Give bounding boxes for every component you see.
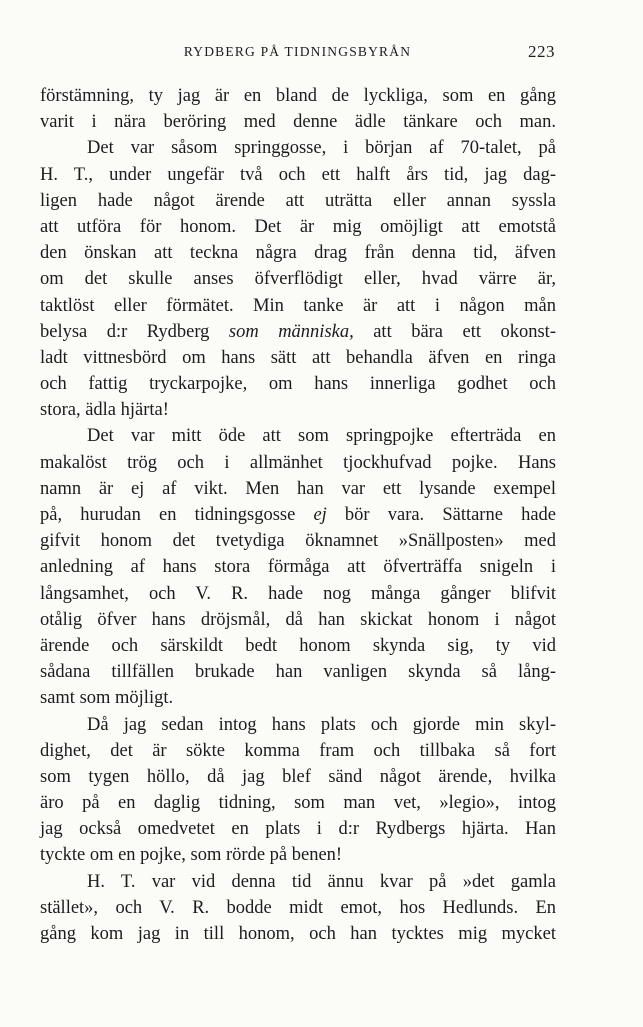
text-line: ladt vittnesbörd om hans sätt att behandla äfven en ringa bbox=[40, 347, 556, 368]
text-line: ärende och särskildt bedt honom skynda sig, ty vid bbox=[40, 635, 556, 656]
text-line: äro på en daglig tidning, som man vet, »legio», intog bbox=[40, 793, 556, 814]
text-line: som tygen höllo, då jag blef sänd något ärende, hvilka bbox=[40, 766, 556, 787]
text-line: jag också omedvetet en plats i d:r Rydbergs hjärta. Han bbox=[40, 819, 556, 840]
page-header bbox=[40, 40, 555, 64]
body-text bbox=[40, 83, 556, 947]
text-line: långsamhet, och V. R. hade nog många gånger blifvit bbox=[40, 583, 556, 604]
text-line: den önskan att teckna några drag från denna tid, äfven bbox=[40, 243, 556, 264]
text-line: förstämning, ty jag är en bland de lyckliga, som en gång bbox=[40, 86, 556, 106]
text-line: tyckte om en pojke, som rörde på benen! bbox=[40, 845, 343, 866]
text-line: sådana tillfällen brukade han vanligen skynda så lång- bbox=[40, 662, 556, 683]
text-line: Då jag sedan intog hans plats och gjorde min skyl- bbox=[87, 714, 556, 735]
text-line: makalöst trög och i allmänhet tjockhufvad pojke. Hans bbox=[40, 452, 556, 473]
text-line: dighet, det är sökte komma fram och tillbaka så fort bbox=[40, 740, 556, 761]
text-line: belysa d:r Rydberg som människa, att bära ett okonst- bbox=[40, 321, 556, 342]
text-line: Det var mitt öde att som springpojke efterträda en bbox=[87, 426, 556, 447]
text-line: gång kom jag in till honom, och han tycktes mig mycket bbox=[40, 924, 556, 944]
text-line: anledning af hans stora förmåga att öfverträffa snigeln i bbox=[40, 557, 556, 578]
text-line: ligen hade något ärende att uträtta eller annan syssla bbox=[40, 190, 556, 211]
text-line: Det var såsom springgosse, i början af 70-talet, på bbox=[87, 138, 556, 159]
text-line: om det skulle anses öfverflödigt eller, hvad värre är, bbox=[40, 269, 556, 290]
text-line: på, hurudan en tidningsgosse ej bör vara. Sättarne hade bbox=[40, 505, 556, 525]
text-line: och fattig tryckarpojke, om hans innerliga godhet och bbox=[40, 374, 556, 395]
text-line: samt som möjligt. bbox=[40, 688, 174, 709]
running-head: RYDBERG PÅ TIDNINGSBYRÅN bbox=[183, 44, 412, 59]
text-line: taktlöst eller förmätet. Min tanke är att i någon mån bbox=[40, 295, 556, 316]
text-line: otålig öfver hans dröjsmål, då han skickat honom i något bbox=[40, 609, 556, 630]
text-line: varit i nära beröring med denne ädle tänkare och man. bbox=[40, 112, 556, 133]
text-line: namn är ej af vikt. Men han var ett lysande exempel bbox=[40, 478, 556, 499]
text-line: stora, ädla hjärta! bbox=[40, 400, 169, 421]
page-number: 223 bbox=[528, 42, 555, 61]
italic-phrase: som människa, bbox=[228, 321, 354, 342]
text-line: att utföra för honom. Det är mig omöjligt att emotstå bbox=[40, 216, 556, 237]
italic-word: ej bbox=[313, 505, 327, 525]
text-line: gifvit honom det tvetydiga öknamnet »Snällposten» med bbox=[40, 531, 556, 552]
text-line: H. T. var vid denna tid ännu kvar på »det gamla bbox=[87, 871, 556, 892]
text-line: H. T., under ungefär två och ett halft års tid, jag dag- bbox=[40, 164, 556, 185]
text-line: stället», och V. R. bodde midt emot, hos Hedlunds. En bbox=[40, 897, 556, 918]
